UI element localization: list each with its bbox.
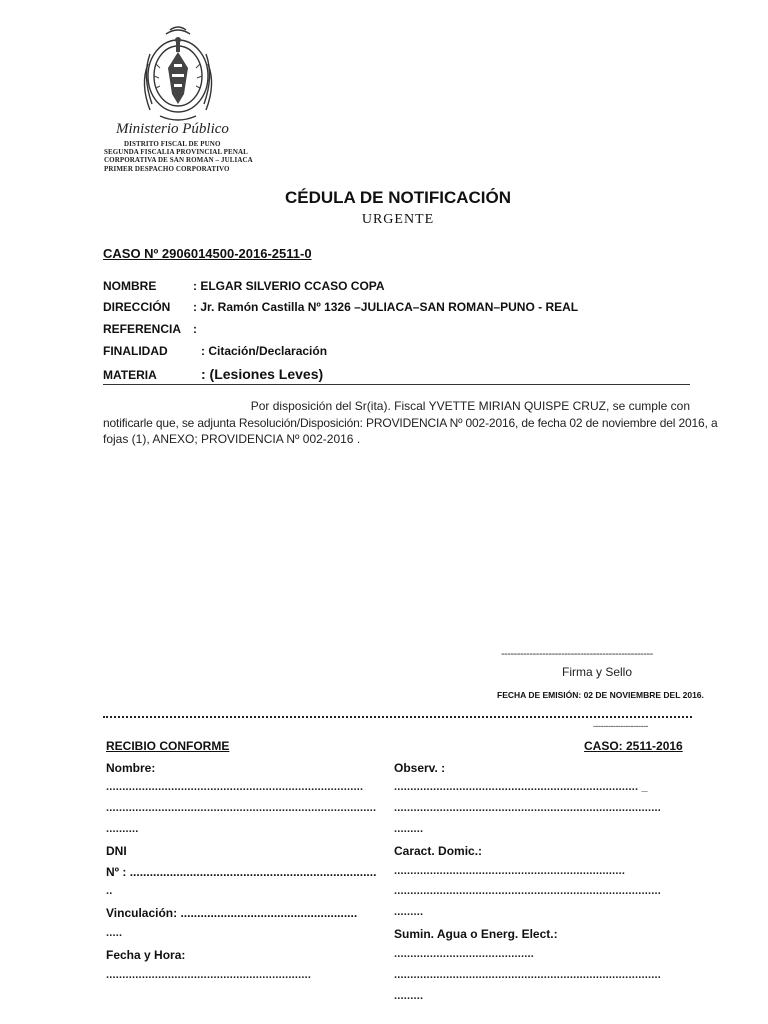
- emission-date: FECHA DE EMISIÓN: 02 DE NOVIEMBRE DEL 2016.: [497, 690, 704, 700]
- observ-label: Observ. :: [394, 761, 446, 775]
- dotted-line: ..................................................................................: [394, 802, 662, 814]
- cut-line: [103, 716, 692, 718]
- numero-line: Nº : ..........................................................................: [106, 865, 377, 879]
- direccion-label: DIRECCIÓN: [103, 300, 171, 314]
- dotted-line: .........: [394, 823, 424, 835]
- dotted-line: ...........................................: [394, 948, 535, 960]
- materia-label: MATERIA: [103, 368, 157, 382]
- office-line: SEGUNDA FISCALIA PROVINCIAL PENAL: [104, 148, 248, 157]
- case-number: CASO Nº 2906014500-2016-2511-0: [103, 246, 312, 261]
- fecha-hora-label: Fecha y Hora:: [106, 948, 186, 962]
- referencia-value: :: [193, 322, 197, 336]
- dotted-line: ..................................................................................: [394, 885, 662, 897]
- recibio-conforme: RECIBIO CONFORME: [106, 739, 230, 753]
- direccion-value: : Jr. Ramón Castilla Nº 1326 –JULIACA–SAN ROMAN–PUNO - REAL: [193, 300, 579, 314]
- ministerio-publico-seal: [136, 24, 220, 128]
- body-line: fojas (1), ANEXO; PROVIDENCIA Nº 002-2016 .: [103, 432, 361, 446]
- short-dash: ----------------------: [593, 721, 648, 731]
- referencia-label: REFERENCIA: [103, 322, 182, 336]
- dotted-line: .....: [106, 927, 123, 939]
- dotted-line: ...............................................................................: [106, 781, 364, 793]
- body-line: Por disposición del Sr(ita). Fiscal YVETTE MIRIAN QUISPE CRUZ, se cumple con: [250, 399, 690, 413]
- signature-line: ------------------------------------------------: [501, 648, 653, 660]
- dotted-line: ...............................................................: [106, 969, 312, 981]
- dotted-line: .........: [394, 906, 424, 918]
- office-line: PRIMER DESPACHO CORPORATIVO: [104, 164, 230, 173]
- dotted-line: ..................................................................................: [394, 969, 662, 981]
- nombre-label: NOMBRE: [103, 279, 157, 293]
- signature-label: Firma y Sello: [562, 665, 633, 679]
- nombre-field-label: Nombre:: [106, 761, 156, 775]
- finalidad-value: : Citación/Declaración: [201, 344, 328, 358]
- dotted-line: ........................................................................... _: [394, 781, 648, 793]
- notification-body: [103, 398, 718, 448]
- suministro-label: Sumin. Agua o Energ. Elect.:: [394, 927, 558, 941]
- divider: [103, 384, 690, 385]
- dotted-line: ...................................................................................: [106, 802, 377, 814]
- receipt-case: CASO: 2511-2016: [584, 739, 683, 753]
- dotted-line: .........: [394, 990, 424, 1002]
- institution-name: Ministerio Público: [116, 121, 229, 137]
- caract-domic-label: Caract. Domic.:: [394, 844, 483, 858]
- materia-value: : (Lesiones Leves): [201, 366, 324, 382]
- finalidad-label: FINALIDAD: [103, 344, 168, 358]
- office-line: DISTRITO FISCAL DE PUNO: [124, 140, 221, 148]
- dotted-line: ..........: [106, 823, 139, 835]
- vinculacion-line: Vinculación: .....................................................: [106, 906, 358, 920]
- document-title: CÉDULA DE NOTIFICACIÓN: [284, 188, 512, 207]
- dni-label: DNI: [106, 844, 127, 858]
- office-line: CORPORATIVA DE SAN ROMAN – JULIACA: [104, 156, 253, 165]
- office-header: [104, 140, 253, 173]
- nombre-value: : ELGAR SILVERIO CCASO COPA: [193, 279, 385, 293]
- dotted-line: .......................................................................: [394, 865, 626, 877]
- document-subtitle: URGENTE: [361, 212, 435, 227]
- body-line: notificarle que, se adjunta Resolución/Disposición: PROVIDENCIA Nº 002-2016, de fecha 02 de noviembre del 2016, a: [103, 415, 718, 430]
- dotted-line: ..: [106, 885, 113, 897]
